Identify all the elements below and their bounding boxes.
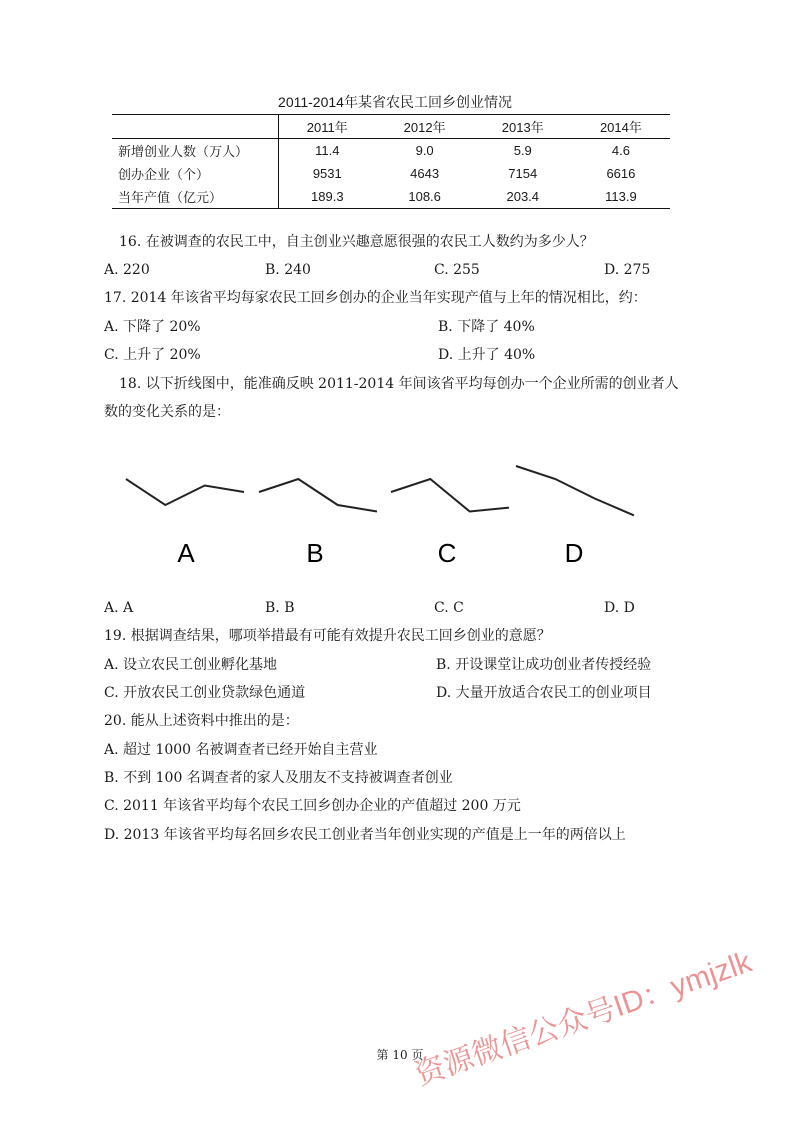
table-row-label: 新增创业人数（万人） bbox=[112, 139, 279, 163]
table-title: 2011-2014年某省农民工回乡创业情况 bbox=[278, 94, 512, 110]
table-cell: 108.6 bbox=[408, 189, 441, 204]
q20-option-d[interactable]: D. 2013 年该省平均每名回乡农民工创业者当年创业实现的产值是上一年的两倍以上 bbox=[104, 827, 626, 843]
q18-stem-line1: 18. 以下折线图中，能准确反映 2011-2014 年间该省平均每创办一个企业所需的创业者人 bbox=[119, 376, 679, 392]
table-cell: 6616 bbox=[606, 166, 636, 181]
chart-a-label: A bbox=[177, 538, 195, 568]
q19-option-a[interactable]: A. 设立农民工创业孵化基地 bbox=[104, 657, 278, 673]
chart-a bbox=[126, 479, 244, 568]
chart-b-line bbox=[259, 479, 377, 512]
q20-stem: 20. 能从上述资料中推出的是： bbox=[104, 713, 299, 729]
q16-option-c[interactable]: C. 255 bbox=[434, 262, 480, 278]
table-cell: 4.6 bbox=[611, 143, 630, 158]
q18-stem-line2: 数的变化关系的是： bbox=[104, 404, 230, 420]
chart-d bbox=[516, 466, 634, 568]
line-charts bbox=[120, 458, 680, 578]
table-cell: 4643 bbox=[410, 166, 440, 181]
q19-option-d[interactable]: D. 大量开放适合农民工的创业项目 bbox=[436, 685, 652, 701]
chart-a-line bbox=[126, 479, 244, 505]
chart-d-label: D bbox=[564, 538, 584, 568]
chart-c-label: C bbox=[437, 538, 457, 568]
q18-option-a[interactable]: A. A bbox=[104, 600, 134, 616]
table-cell: 9.0 bbox=[415, 143, 434, 158]
q19-option-b[interactable]: B. 开设课堂让成功创业者传授经验 bbox=[436, 657, 652, 673]
table-cell: 5.9 bbox=[513, 143, 532, 158]
q17-option-b[interactable]: B. 下降了 40% bbox=[438, 319, 535, 335]
table-cell: 113.9 bbox=[605, 189, 637, 204]
table-cell: 203.4 bbox=[506, 189, 540, 204]
q18-option-d[interactable]: D. D bbox=[604, 600, 635, 616]
table-row bbox=[112, 162, 670, 185]
q16-option-a[interactable]: A. 220 bbox=[104, 262, 150, 278]
q16-option-b[interactable]: B. 240 bbox=[265, 262, 311, 278]
table-row-label: 当年产值（亿元） bbox=[112, 185, 279, 209]
table-header-cell: 2011年 bbox=[306, 120, 348, 135]
table-header-cell: 2013年 bbox=[501, 120, 544, 135]
chart-b-label: B bbox=[306, 538, 324, 568]
q20-option-b[interactable]: B. 不到 100 名调查者的家人及朋友不支持被调查者创业 bbox=[104, 770, 453, 786]
table-row bbox=[112, 139, 670, 163]
q20-option-c[interactable]: C. 2011 年该省平均每个农民工回乡创办企业的产值超过 200 万元 bbox=[104, 798, 521, 814]
table-cell: 11.4 bbox=[315, 143, 340, 158]
data-table bbox=[112, 114, 670, 209]
q17-stem: 17. 2014 年该省平均每家农民工回乡创办的企业当年实现产值与上年的情况相比，约： bbox=[104, 290, 647, 306]
q18-option-b[interactable]: B. B bbox=[265, 600, 295, 616]
table-header-cell: 2014年 bbox=[599, 120, 642, 135]
table-header-row bbox=[112, 115, 670, 139]
q16-option-d[interactable]: D. 275 bbox=[604, 262, 651, 278]
chart-b bbox=[259, 479, 377, 568]
chart-c-line bbox=[391, 479, 509, 512]
table-row bbox=[112, 185, 670, 209]
q17-option-a[interactable]: A. 下降了 20% bbox=[104, 319, 201, 335]
table-row-label: 创办企业（个） bbox=[112, 162, 279, 185]
table-cell: 7154 bbox=[508, 166, 538, 181]
table-cell: 189.3 bbox=[311, 189, 344, 204]
q18-option-c[interactable]: C. C bbox=[434, 600, 464, 616]
table-header-cell bbox=[112, 115, 279, 139]
table-header-cell: 2012年 bbox=[403, 120, 446, 135]
page-number: 第 10 页 bbox=[376, 1048, 424, 1062]
table-cell: 9531 bbox=[312, 166, 342, 181]
q19-stem: 19. 根据调查结果，哪项举措最有可能有效提升农民工回乡创业的意愿？ bbox=[104, 628, 551, 644]
chart-d-line bbox=[516, 466, 634, 515]
q19-option-c[interactable]: C. 开放农民工创业贷款绿色通道 bbox=[104, 685, 306, 701]
q20-option-a[interactable]: A. 超过 1000 名被调查者已经开始自主营业 bbox=[104, 742, 378, 758]
q17-option-d[interactable]: D. 上升了 40% bbox=[438, 347, 536, 363]
q17-option-c[interactable]: C. 上升了 20% bbox=[104, 347, 201, 363]
watermark: 资源微信公众号ID：ymjzlk bbox=[410, 945, 756, 1092]
q16-stem: 16. 在被调查的农民工中，自主创业兴趣意愿很强的农民工人数约为多少人？ bbox=[119, 234, 594, 250]
chart-c bbox=[391, 479, 509, 568]
